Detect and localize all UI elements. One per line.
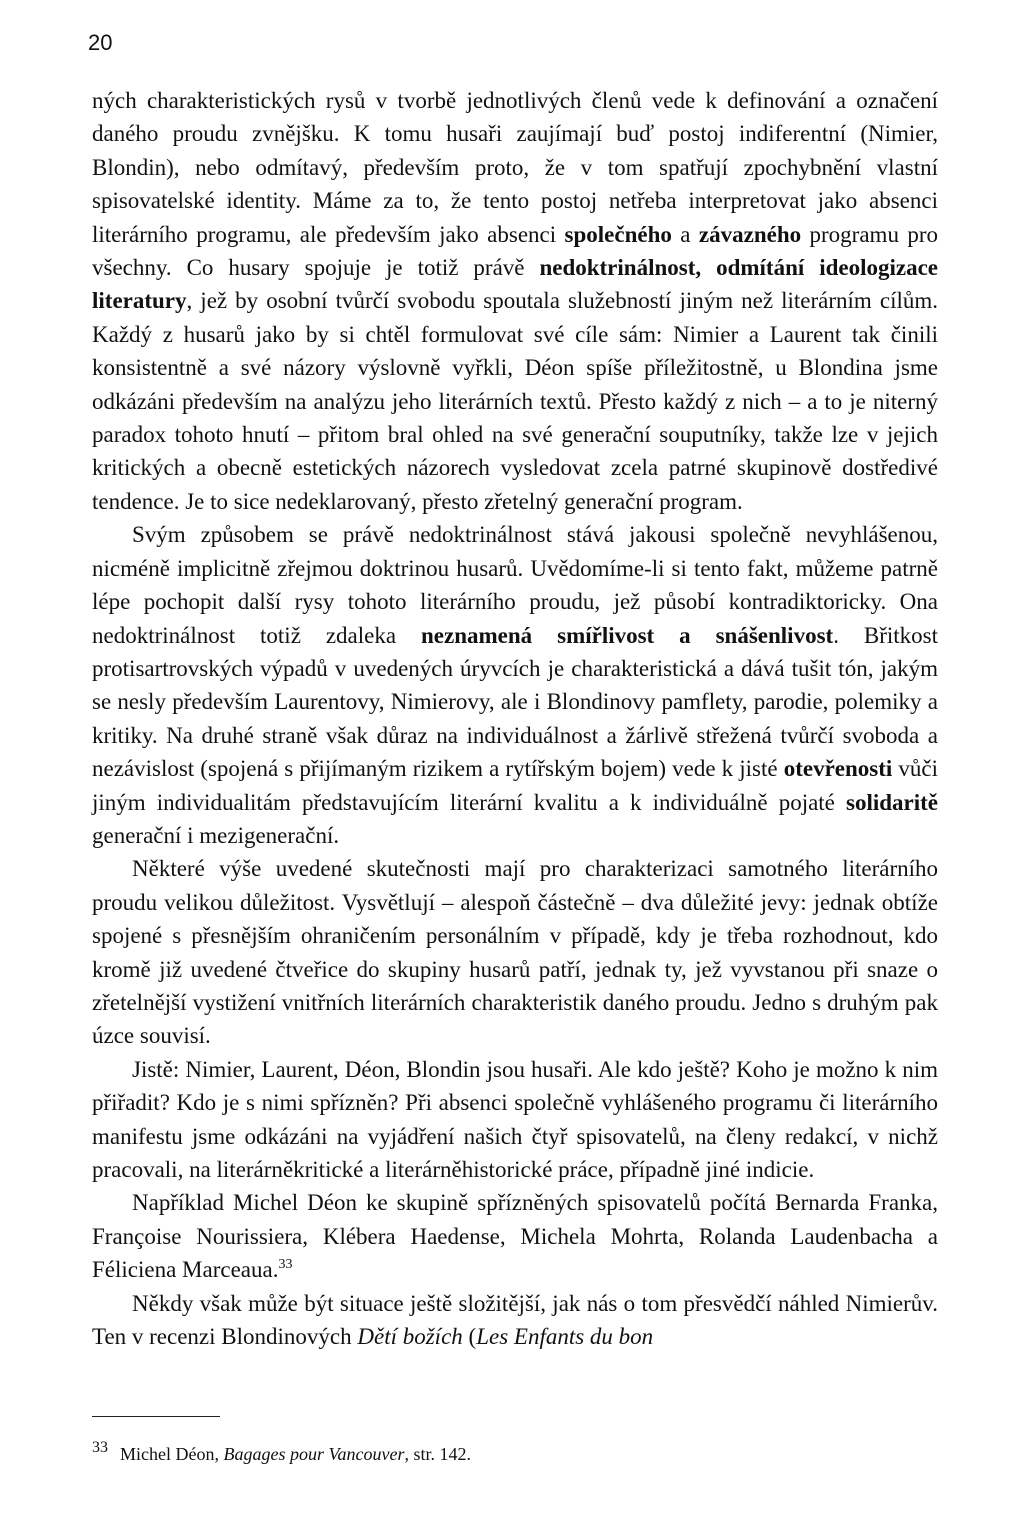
text-run: Někdy však může být situace ještě složitější, jak nás o tom přesvědčí náhled Nimierův. Ten v recenzi Blondinových [92, 1290, 938, 1350]
text-run: programu pro všechny. Co husary spojuje je totiž právě [92, 221, 938, 281]
bold-text: nedoktrinálnost, odmítání ideologizace literatury [92, 255, 938, 314]
footnote [92, 1436, 938, 1466]
bold-text: neznamená smířlivost a snášenlivost [421, 622, 834, 648]
italic-title: Les Enfants du bon [476, 1324, 654, 1350]
text-run: Například Michel Déon ke skupině spřízněných spisovatelů počítá Bernarda Franka, Françoise Nourissiera, Klébera Haedense, Michela Mohrta, Rolanda Laudenbacha a Féliciena Marceaua. [92, 1190, 938, 1283]
paragraph-3: Některé výše uvedené skutečnosti mají pro charakterizaci samotného literárního proudu velikou důležitost. Vysvětlují – alespoň částečně – dva důležité jevy: jednak obtíže spojené s přesnějším ohraničením personálním v případě, kdy je třeba rozhodnout, kdo kromě již uvedené čtveřice do skupiny husarů patří, jednak ty, jež vyvstanou při snaze o zřetelnější vystižení vnitřních literárních charakteristik daného proudu. Jedno s druhým pak úzce souvisí. [92, 856, 938, 1049]
paragraph-5 [92, 1186, 938, 1286]
bold-text: závazného [698, 221, 802, 247]
footnote-rest: , str. 142. [404, 1444, 471, 1464]
paragraph-6 [92, 1287, 938, 1354]
text-run: generační i mezigenerační. [92, 822, 340, 848]
italic-title: Dětí božích [357, 1324, 463, 1350]
text-run: vůči jiným individualitám představujícím literární kvalitu a k individuálně pojaté [92, 756, 938, 815]
paragraph-1 [92, 84, 938, 518]
bold-text: společného [564, 221, 672, 247]
footnote-title: Bagages pour Vancouver [223, 1444, 405, 1464]
body-text [92, 84, 938, 1353]
footnote-divider [92, 1416, 220, 1417]
text-run: . Břitkost protisartrovských výpadů v uvedených úryvcích je charakteristická a dává tušit tón, jakým se nesly především Laurentovy, Nimierovy, ale i Blondinovy pamflety, parodie, polemiky a kritiky. Na druhé straně však důraz na individuálnost a žárlivě střežená tvůrčí svoboda a nezávislost (spojená s přijímaným rizikem a rytířským bojem) vede k jisté [92, 622, 938, 782]
footnote-author: Michel Déon, [120, 1444, 224, 1464]
text-run: ( [462, 1324, 477, 1350]
bold-text: otevřenosti [783, 756, 893, 782]
text-run: Svým způsobem se právě nedoktrinálnost stává jakousi společně nevyhlášenou, nicméně implicitně zřejmou doktrinou husarů. Uvědomíme-li si tento fakt, můžeme patrně lépe pochopit další rysy tohoto literárního proudu, jež působí kontradiktoricky. Ona nedoktrinálnost totiž zdaleka [92, 522, 938, 648]
text-run: , jež by osobní tvůrčí svobodu spoutala služebností jiným než literárním cílům. Každý z husarů jako by si chtěl formulovat své cíle sám: Nimier a Laurent tak činili konsistentně a své názory výslovně vyřkli, Déon spíše příležitostně, u Blondina jsme odkázáni především na analýzu jeho literárních textů. Přesto každý z nich – a to je niterný paradox tohoto hnutí – přitom bral ohled na své generační souputníky, takže lze v jejich kritických a obecně estetických názorech vysledovat zcela patrné skupinově dostředivé tendence. Je to sice nedeklarovaný, přesto zřetelný generační program. [92, 288, 938, 514]
paragraph-2 [92, 518, 938, 852]
text-run: ných charakteristických rysů v tvorbě jednotlivých členů vede k definování a označení daného proudu zvnějšku. K tomu husaři zaujímají buď postoj indiferentní (Nimier, Blondin), nebo odmítavý, především proto, že v tom spatřují zpochybnění vlastní spisovatelské identity. Máme za to, že tento postoj netřeba interpretovat jako absenci literárního programu, ale především jako absenci [92, 88, 938, 247]
text-run: a [671, 221, 699, 247]
paragraph-4: Jistě: Nimier, Laurent, Déon, Blondin jsou husaři. Ale kdo ještě? Koho je možno k nim přiřadit? Kdo je s nimi spřízněn? Při absenci společně vyhlášeného programu či literárního manifestu jsme odkázáni na vyjádření našich čtyř spisovatelů, na členy redakcí, v nichž pracovali, na literárněkritické a literárněhistorické práce, případně jiné indicie. [92, 1056, 938, 1182]
footnote-number: 33 [92, 1439, 108, 1456]
bold-text: solidaritě [846, 789, 938, 815]
footnote-ref[interactable]: 33 [278, 1257, 293, 1273]
page-number: 20 [88, 30, 113, 55]
